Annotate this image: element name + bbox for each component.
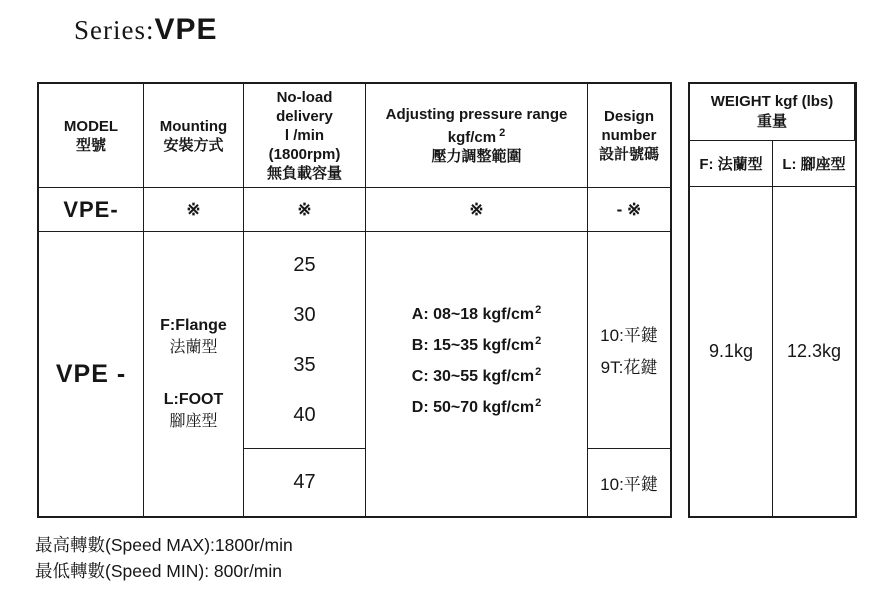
header-pressure-en: Adjusting pressure range [385, 106, 568, 123]
header-mounting-zh: 安裝方式 [163, 136, 224, 154]
code-cell-model [39, 188, 144, 232]
delivery-value: 30 [293, 303, 316, 326]
mounting-foot-option [164, 389, 224, 433]
weight-flange-value: 9.1kg [708, 341, 754, 361]
pressure-range-b [412, 335, 541, 355]
code-cell-design [588, 188, 670, 232]
pressure-range-a [412, 304, 541, 324]
weight-foot-value: 12.3kg [786, 341, 842, 361]
body-cell-delivery [244, 232, 366, 516]
header-delivery-line4: (1800rpm) [268, 146, 341, 163]
header-delivery-zh: 無負載容量 [266, 165, 342, 182]
mounting-flange-code: F:Flange [160, 317, 227, 334]
pressure-range-a-text: A: 08~18 kgf/cm [411, 305, 535, 323]
delivery-value: 40 [293, 403, 316, 426]
header-delivery-line3: l /min [284, 127, 325, 144]
reference-mark: ※ [297, 199, 312, 219]
design-extra-cell [588, 449, 670, 516]
body-cell-model [39, 232, 144, 516]
reference-mark: ※ [469, 199, 484, 219]
speed-notes [35, 532, 293, 584]
code-model-text: VPE- [63, 196, 119, 222]
weight-title-en: WEIGHT kgf (lbs) [710, 93, 834, 110]
speed-min-note: 最低轉數(Speed MIN): 800r/min [35, 561, 283, 581]
mounting-foot-zh: 腳座型 [169, 413, 218, 430]
page-title [74, 13, 218, 47]
design-option: 10:平鍵 [600, 475, 658, 494]
header-pressure-unit: kgf/cm [447, 129, 497, 146]
pressure-range-c-text: C: 30~55 kgf/cm [411, 367, 535, 385]
pressure-range-c-sup: 2 [535, 365, 542, 378]
delivery-value: 35 [293, 353, 316, 376]
code-cell-mounting [144, 188, 244, 232]
reference-mark: - ※ [616, 199, 642, 219]
weight-table [688, 82, 857, 518]
weight-header [690, 84, 855, 141]
weight-col-flange [690, 141, 773, 187]
design-options-cell [588, 232, 670, 449]
weight-foot-label: L: 腳座型 [782, 156, 846, 173]
weight-col-foot [773, 141, 855, 187]
pressure-range-d [412, 397, 541, 417]
code-cell-pressure [366, 188, 588, 232]
delivery-value: 47 [293, 471, 316, 493]
pressure-range-b-text: B: 15~35 kgf/cm [411, 336, 535, 354]
reference-mark: ※ [186, 199, 201, 219]
header-design-zh: 設計號碼 [598, 146, 659, 163]
series-value: VPE [154, 13, 218, 46]
body-model-text: VPE - [55, 359, 127, 388]
header-design [588, 84, 670, 188]
header-mounting [144, 84, 244, 188]
body-cell-pressure [366, 232, 588, 516]
design-option: 9T:花鍵 [600, 358, 658, 377]
header-pressure-sup: 2 [499, 127, 506, 139]
pressure-range-d-sup: 2 [535, 396, 542, 409]
pressure-range-a-sup: 2 [535, 303, 542, 316]
pressure-range-c [412, 366, 541, 386]
header-delivery [244, 84, 366, 188]
body-cell-mounting [144, 232, 244, 516]
header-model-en: MODEL [63, 117, 119, 135]
speed-max-note: 最高轉數(Speed MAX):1800r/min [35, 535, 293, 555]
pressure-range-list [412, 293, 541, 428]
mounting-foot-code: L:FOOT [163, 391, 224, 408]
header-design-en2: number [601, 127, 657, 144]
header-model-zh: 型號 [75, 136, 106, 154]
delivery-value: 25 [293, 253, 316, 276]
header-delivery-line2: delivery [276, 108, 333, 125]
design-options-list [600, 315, 658, 389]
header-design-en1: Design [603, 108, 654, 125]
code-cell-delivery [244, 188, 366, 232]
weight-value-foot [773, 187, 855, 516]
mounting-flange-option [160, 315, 227, 359]
header-model [39, 84, 144, 188]
mounting-flange-zh: 法蘭型 [169, 339, 218, 356]
design-option: 10:平鍵 [600, 326, 658, 345]
delivery-extra-cell [244, 449, 365, 516]
weight-title-zh: 重量 [756, 113, 787, 130]
spec-table [37, 82, 672, 518]
header-pressure-unit-line [448, 124, 505, 147]
body-cell-design [588, 232, 670, 516]
pressure-range-b-sup: 2 [535, 334, 542, 347]
delivery-values-cell [244, 232, 365, 449]
header-pressure-zh: 壓力調整範圍 [431, 148, 522, 165]
header-mounting-en: Mounting [159, 117, 228, 135]
header-pressure [366, 84, 588, 188]
header-delivery-line1: No-load [276, 89, 333, 106]
weight-value-flange [690, 187, 773, 516]
pressure-range-d-text: D: 50~70 kgf/cm [411, 398, 535, 416]
series-label: Series: [74, 15, 155, 45]
weight-flange-label: F: 法蘭型 [699, 156, 763, 173]
